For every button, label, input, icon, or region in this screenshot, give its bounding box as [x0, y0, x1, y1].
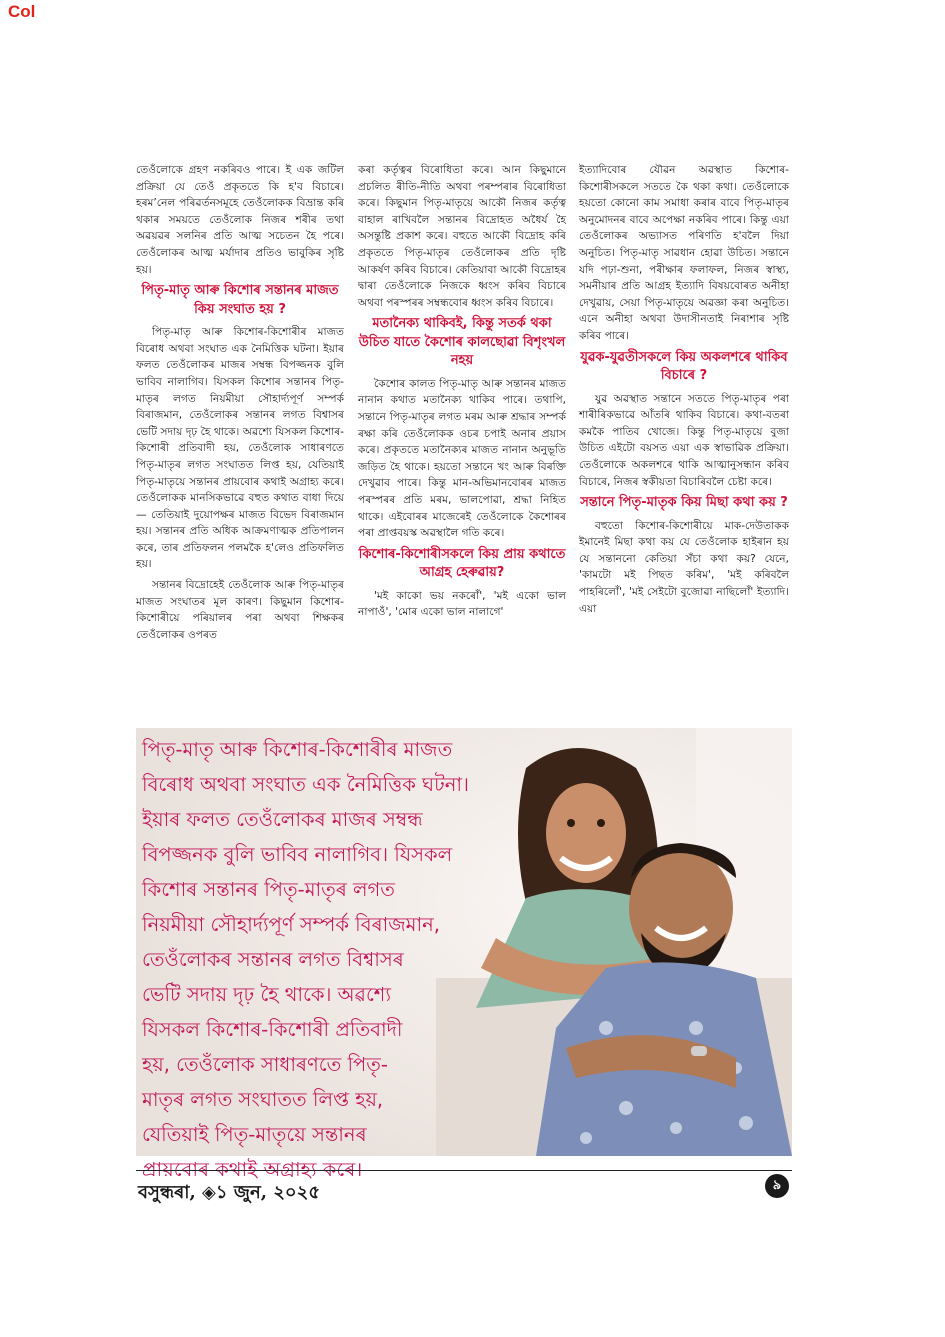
pull-quote-line: মাতৃৰ লগত সংঘাতত লিপ্ত হয়,	[142, 1088, 384, 1111]
paragraph: যুৱ অৱস্থাত সন্তানে সততে পিতৃ-মাতৃৰ পৰা শাৰীৰিকভাৱে আঁতৰি থাকিব বিচাৰে। কথা-বতৰা কমকৈ পাতিব খোজে। কিন্তু পিতৃ-মাতৃয়ে বুজা উচিত এইটো বয়সত এয়া এক স্বাভাৱিক প্ৰক্ৰিয়া। তেওঁলোকে অকলশৰে থাকি আত্মানুসন্ধান কৰিব বিচাৰে, নিজৰ স্বকীয়তা বিচাৰিবলৈ চেষ্টা কৰে।	[579, 392, 789, 488]
article-column-3	[579, 162, 789, 617]
pull-quote-line: পিতৃ-মাতৃ আৰু কিশোৰ-কিশোৰীৰ মাজত	[142, 738, 453, 761]
pull-quote-line: হয়, তেওঁলোক সাধাৰণতে পিতৃ-	[142, 1053, 388, 1076]
pull-quote-line: বিপজ্জনক বুলি ভাবিব নালাগিব। যিসকল	[142, 843, 453, 866]
paragraph: কৈশোৰ কালত পিতৃ-মাতৃ আৰু সন্তানৰ মাজত নানান কথাত মতানৈক্য থাকিব পাৰে। তথাপি, সন্তানে পিতৃ-মাতৃৰ লগত মৰম আৰু শ্ৰদ্ধাৰ সম্পৰ্ক ৰক্ষা কৰি তেওঁলোকক ওচৰ চপাই অনাৰ প্ৰয়াস কৰে। প্ৰকৃততে মতানৈক্যৰ মাজত নানান অনুভূতি জড়িত হৈ থাকে। হয়তো সন্তানে খং আৰু বিৰক্তি দেখুৱাব পাৰে। কিন্তু মান-অভিমানবোৰৰ মাজত পৰস্পৰৰ প্ৰতি মৰম, ভালপোৱা, শ্ৰদ্ধা নিহিত থাকে। এইবোৰৰ মাজেৰেই তেওঁলোকে কৈশোৰৰ পৰা প্ৰাপ্তবয়স্ক অৱস্থালৈ গতি কৰে।	[358, 377, 566, 540]
section-heading: কিশোৰ-কিশোৰীসকলে কিয় প্ৰায় কথাতে আগ্ৰহ হেৰুৱায়?	[358, 546, 566, 581]
section-heading: মতানৈক্য থাকিবই, কিন্তু সতৰ্ক থকা উচিত যাতে কৈশোৰ কালছোৱা বিশৃংখল নহয়	[358, 316, 566, 369]
pull-quote-line: যেতিয়াই পিতৃ-মাতৃয়ে সন্তানৰ	[142, 1123, 367, 1146]
corner-tag: Col	[8, 2, 36, 21]
article-column-1	[136, 162, 344, 643]
paragraph: কৰা কৰ্তৃত্বৰ বিৰোধিতা কৰে। আন কিছুমানে প্ৰচলিত ৰীতি-নীতি অথবা পৰম্পৰাৰ বিৰোধিতা কৰে। কিছুমান পিতৃ-মাতৃয়ে আকৌ নিজৰ কৰ্তৃত্ব বাহাল ৰাখিবলৈ সন্তানৰ বিদ্ৰোহত অধৈৰ্য হৈ অসন্তুষ্টি প্ৰকাশ কৰে। বহুতে আকৌ বিদ্ৰোহ কৰি প্ৰকৃততে পিতৃ-মাতৃৰ তেওঁলোকৰ প্ৰতি দৃষ্টি আকৰ্ষণ কৰিব বিচাৰে। কেতিয়াবা আকৌ বিদ্ৰোহৰ দ্বাৰা তেওঁলোকে নিজকে ধ্বংস কৰিব বিচাৰে অথবা পৰস্পৰৰ সম্বন্ধবোৰ ধ্বংস কৰিব বিচাৰে।	[358, 164, 566, 309]
paragraph: পিতৃ-মাতৃ আৰু কিশোৰ-কিশোৰীৰ মাজত বিৰোধ অথবা সংঘাত এক নৈমিত্তিক ঘটনা। ইয়াৰ ফলত তেওঁলোকৰ মাজৰ সম্বন্ধ বিপজ্জনক বুলি ভাবিব নালাগিব। যিসকল কিশোৰ সন্তানৰ পিতৃ-মাতৃৰ লগত নিয়মীয়া সৌহাৰ্দ্যপূৰ্ণ সম্পৰ্ক বিৰাজমান, তেওঁলোকৰ সন্তানৰ লগত বিশ্বাসৰ ভেটি সদায় দৃঢ় হৈ থাকে। অৱশ্যে যিসকল কিশোৰ-কিশোৰী প্ৰতিবাদী হয়, তেওঁলোক সাধাৰণতে পিতৃ-মাতৃৰ লগত সংঘাতত লিপ্ত হয়, যেতিয়াই পিতৃ-মাতৃয়ে সন্তানৰ প্ৰায়বোৰ কথাই অগ্ৰাহ্য কৰে। তেওঁলোকক মানসিকভাৱে বহুত কথাত বাধা দিয়ে— তেতিয়াই দুয়োপক্ষৰ মাজত বিভেদ বিৰাজমান হয়। সন্তানৰ প্ৰতি অধিক আক্ৰমণাত্মক প্ৰতিপালন কৰে, তাৰ প্ৰতিফলন পলমকৈ হ'লেও প্ৰতিফলিত হয়।	[136, 326, 344, 571]
pull-quote-line: বিৰোধ অথবা সংঘাত এক নৈমিত্তিক ঘটনা।	[142, 773, 469, 796]
paragraph: সন্তানৰ বিদ্ৰোহেই তেওঁলোক আৰু পিতৃ-মাতৃৰ মাজত সংঘাতৰ মূল কাৰণ। কিছুমান কিশোৰ-কিশোৰীয়ে পৰিয়ালৰ পৰা অথবা শিক্ষকৰ তেওঁলোকৰ ওপৰত	[136, 579, 344, 641]
pull-quote-line: কিশোৰ সন্তানৰ পিতৃ-মাতৃৰ লগত	[142, 878, 395, 901]
pull-quote-line: ভেটি সদায় দৃঢ় হৈ থাকে। অৱশ্যে	[142, 983, 391, 1006]
paragraph: বহুতো কিশোৰ-কিশোৰীয়ে মাক-দেউতাকক ইমানেই মিছা কথা কয় যে তেওঁলোক হাইৰান হয় যে সন্তাননো কেতিয়া সঁচা কথা কয়? যেনে, 'কামটো মই পিছত কৰিম', 'মই কৰিবলৈ পাহৰিলোঁ', 'মই সেইটো বুজোৱা নাছিলোঁ' ইত্যাদি। এয়া	[579, 519, 789, 615]
footer-publication-date: বসুন্ধৰা, ◈১ জুন, ২০২৫	[138, 1182, 321, 1203]
pull-quote-line: তেওঁলোকৰ সন্তানৰ লগত বিশ্বাসৰ	[142, 948, 404, 971]
pull-quote-line: ইয়াৰ ফলত তেওঁলোকৰ মাজৰ সম্বন্ধ	[142, 808, 423, 831]
article-column-2	[358, 162, 566, 621]
pull-quote-line: যিসকল কিশোৰ-কিশোৰী প্ৰতিবাদী	[142, 1018, 403, 1041]
section-heading: পিতৃ-মাতৃ আৰু কিশোৰ সন্তানৰ মাজত কিয় সংঘাত হয় ?	[141, 283, 339, 317]
paragraph: ইত্যাদিবোৰ যৌৱন অৱস্থাত কিশোৰ-কিশোৰীসকলে সততে কৈ থকা কথা। তেওঁলোকে হয়তো কোনো কাম সমাধা কৰাৰ বাবে পিতৃ-মাতৃৰ অনুমোদনৰ বাবে অপেক্ষা নকৰিব পাৰে। কিন্তু এয়া তেওঁলোকৰ অভ্যাসত পৰিণতি হ'বলৈ দিয়া অনুচিত। পিতৃ-মাতৃ সাৱধান হোৱা উচিত। সন্তানে যদি পঢ়া-শুনা, পৰীক্ষাৰ ফলাফল, নিজৰ স্বাস্থ্য, সমনীয়াৰ প্ৰতি আগ্ৰহ ইত্যাদি বিষয়বোৰত অনীহা দেখুৱায়, সেয়া পিতৃ-মাতৃয়ে অৱজ্ঞা কৰা অনুচিত। এনে অনীহা অথবা উদাসীনতাই নিৰাশাৰ সৃষ্টি কৰিব পাৰে।	[579, 164, 789, 342]
footer-divider	[136, 1170, 792, 1171]
pull-quote-line: প্ৰায়বোৰ কথাই অগ্ৰাহ্য কৰে।	[142, 1158, 363, 1181]
pull-quote	[142, 732, 612, 1187]
paragraph: তেওঁলোকে গ্ৰহণ নকৰিবও পাৰে। ই এক জটিল প্ৰক্ৰিয়া যে তেওঁ প্ৰকৃততে কি হ'ব বিচাৰে। হৰমʼনেল পৰিৱৰ্তনসমূহে তেওঁলোকক বিভ্ৰান্ত কৰি থকাৰ সময়তে তেওঁলোক নিজৰ শৰীৰ তথা অৱয়ৱৰ সলনিৰ প্ৰতি আত্ম সচেতন হৈ পৰে। তেওঁলোকৰ আত্ম মৰ্যাদাৰ প্ৰতিও ভাবুকিৰ সৃষ্টি হয়।	[136, 164, 344, 276]
section-heading: সন্তানে পিতৃ-মাতৃক কিয় মিছা কথা কয় ?	[580, 495, 788, 511]
paragraph: 'মই কাকো ভয় নকৰোঁ', 'মই একো ভাল নাপাওঁ', 'মোৰ একো ভাল নালাগে'	[358, 589, 566, 619]
section-heading: যুৱক-যুৱতীসকলে কিয় অকলশৰে থাকিব বিচাৰে ?	[580, 349, 788, 384]
pull-quote-line: নিয়মীয়া সৌহাৰ্দ্যপূৰ্ণ সম্পৰ্ক বিৰাজমান,	[142, 913, 440, 936]
page-number: ৯	[765, 1174, 789, 1198]
